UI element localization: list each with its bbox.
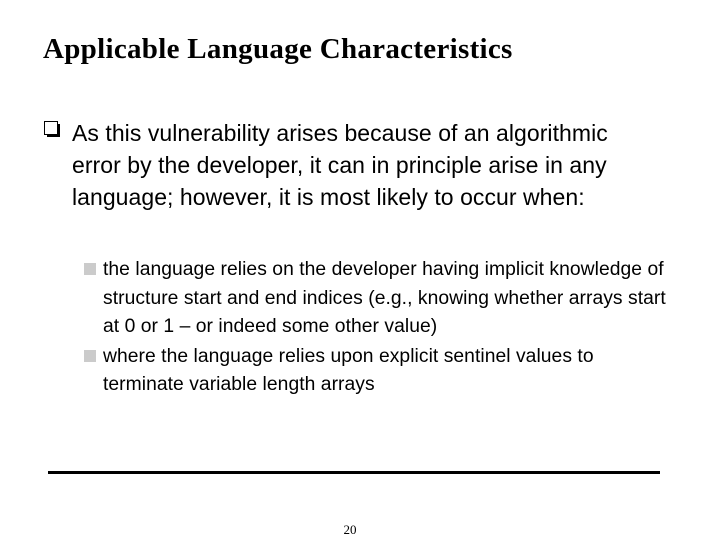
sub-bullet-item bbox=[84, 256, 674, 342]
main-bullet-item bbox=[44, 117, 644, 213]
page-number: 20 bbox=[343, 522, 357, 537]
sub-bullet-text: the language relies on the developer having implicit knowledge of structure start and end indices (e.g., knowing whether arrays start at 0 or 1 – or indeed some other value) bbox=[103, 259, 666, 337]
main-bullet-text: As this vulnerability arises because of an algorithmic error by the developer, it can in principle arise in any language; however, it is most likely to occur when: bbox=[72, 120, 608, 210]
checkbox-square-icon bbox=[44, 121, 60, 137]
slide-title: Applicable Language Characteristics bbox=[43, 33, 513, 65]
footer-divider bbox=[48, 471, 660, 474]
sub-bullet-text: where the language relies upon explicit sentinel values to terminate variable length arrays bbox=[103, 345, 594, 395]
sub-bullet-item bbox=[84, 343, 674, 400]
square-bullet-icon bbox=[84, 350, 96, 362]
square-bullet-icon bbox=[84, 263, 96, 275]
sub-bullet-list bbox=[84, 256, 674, 400]
